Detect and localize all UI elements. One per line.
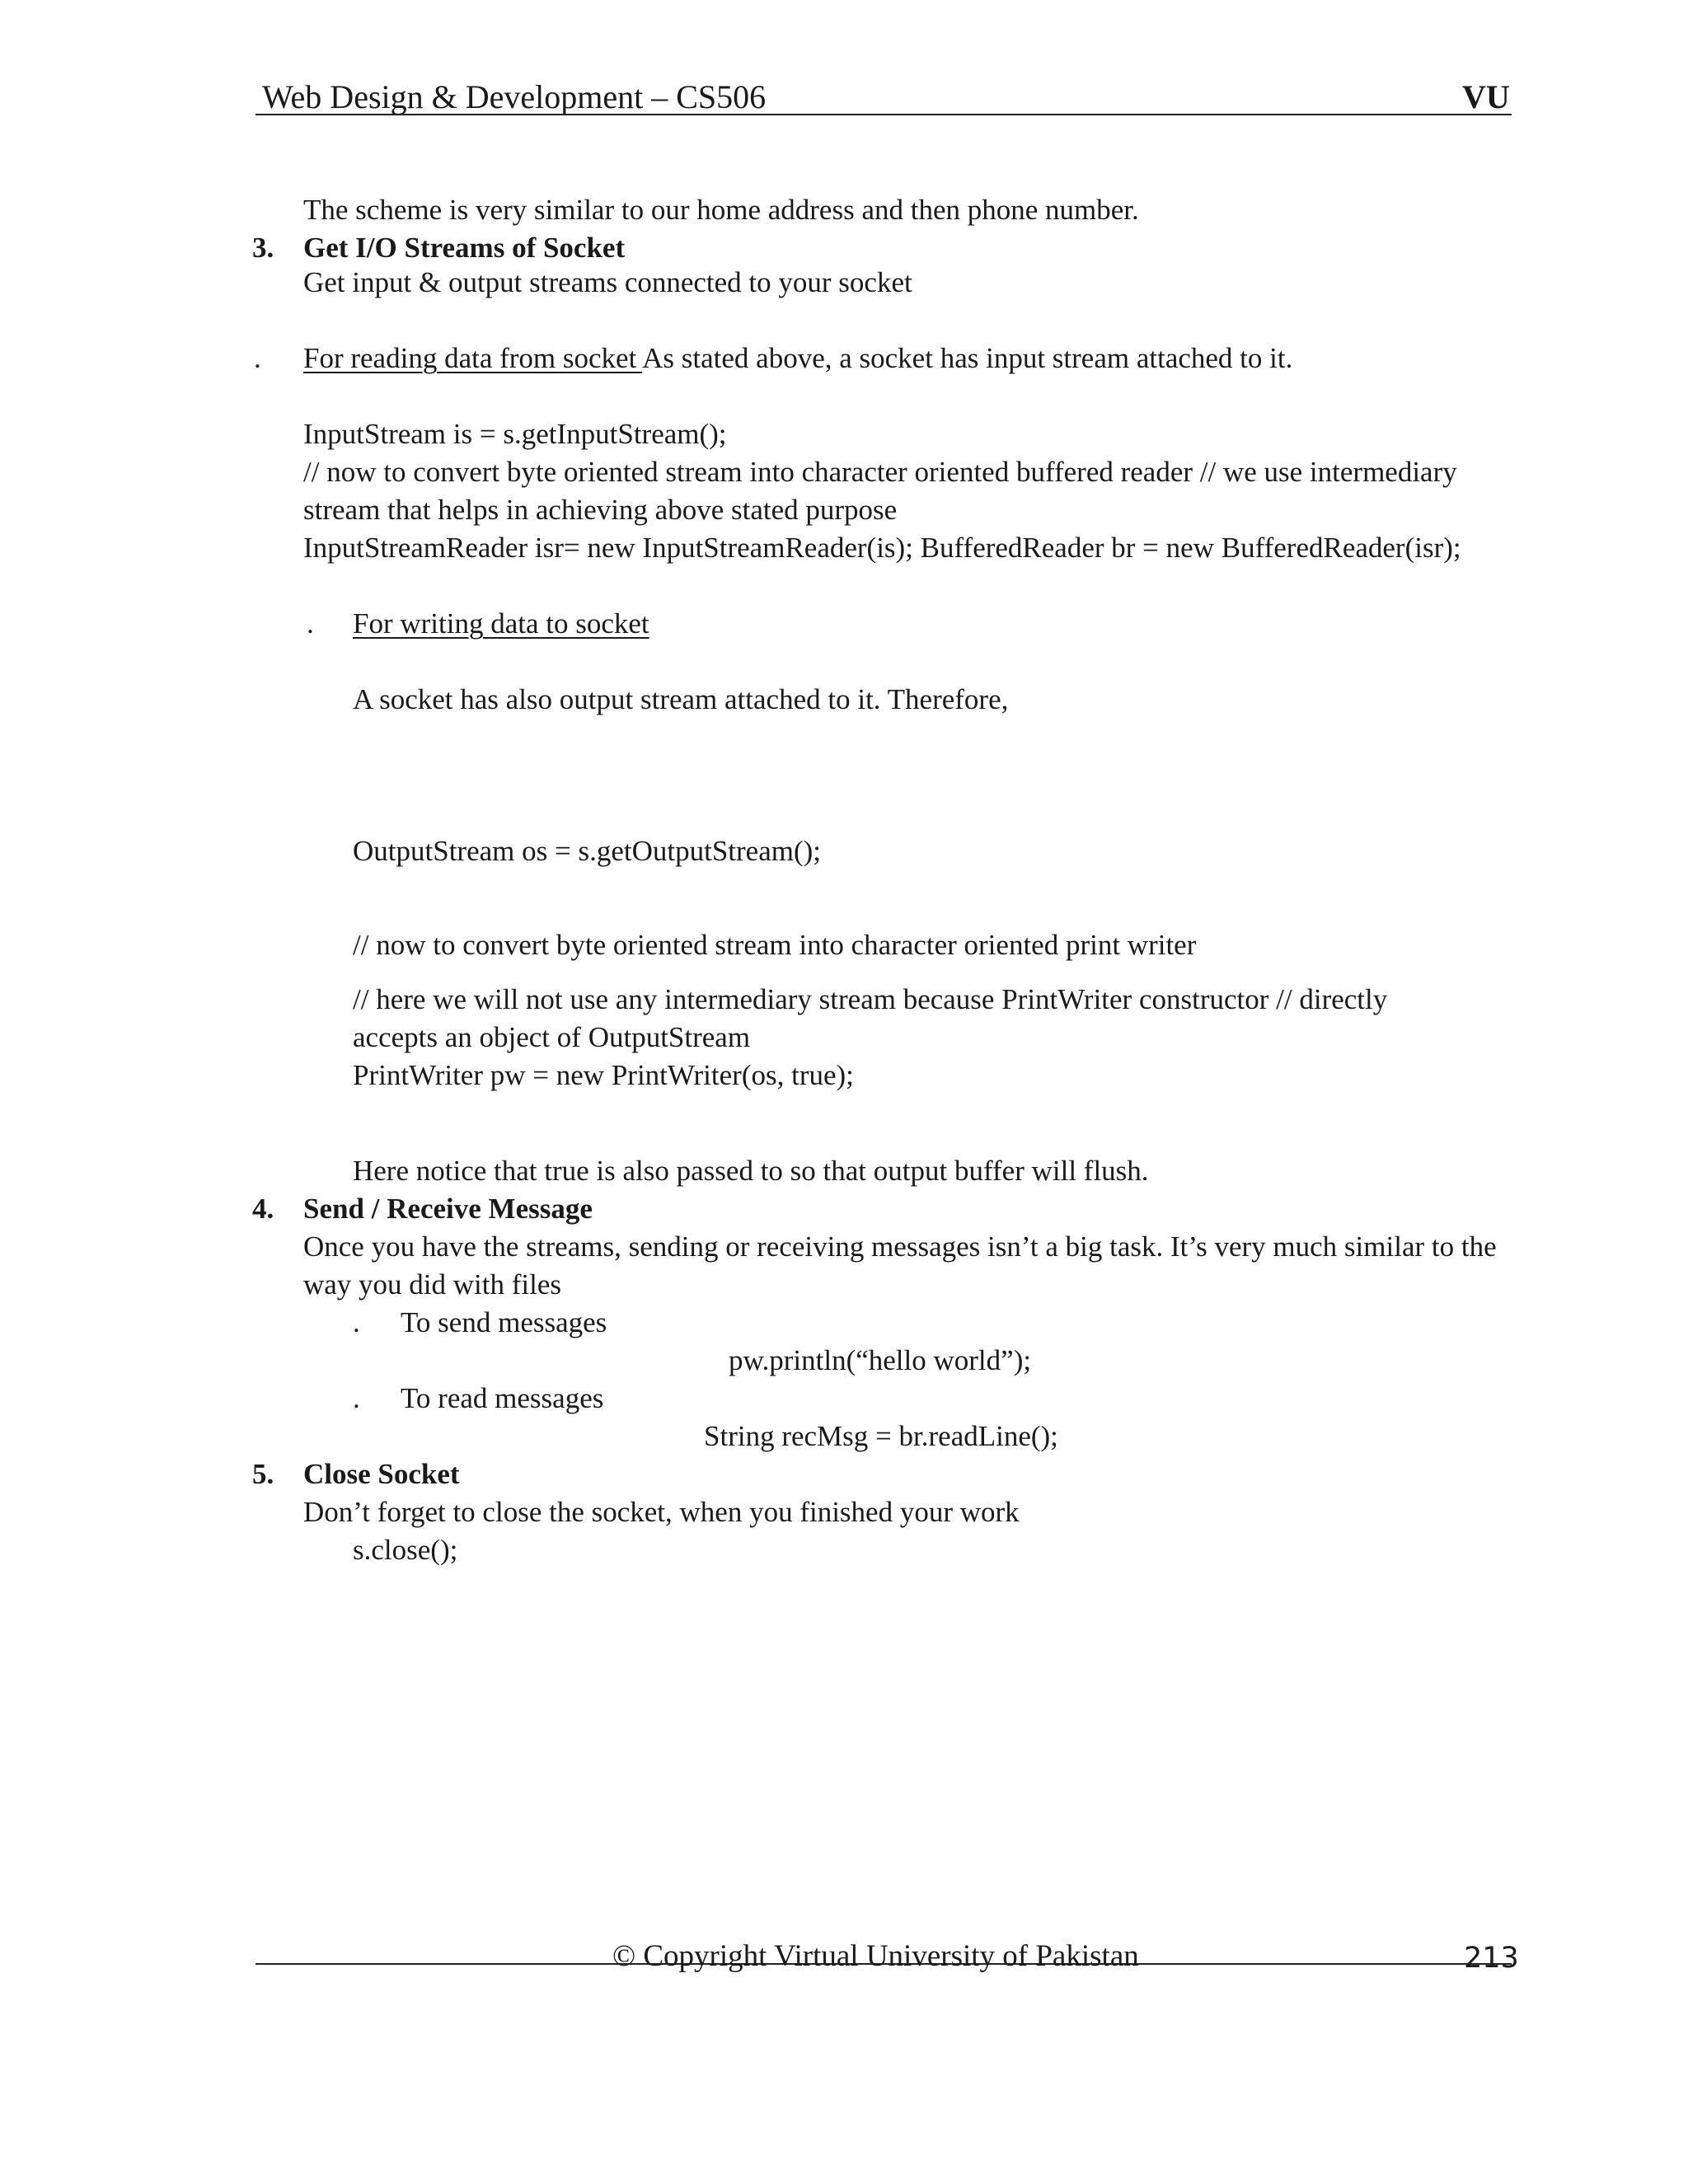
reading-paragraph	[303, 340, 1292, 377]
read-code: String recMsg = br.readLine();	[704, 1420, 1058, 1452]
page-number: 213	[1464, 1942, 1519, 1975]
header-course-title: Web Design & Development – CS506	[262, 78, 767, 115]
writing-bullet: .	[307, 607, 314, 640]
reading-comment-line-1: // now to convert byte oriented stream into character oriented buffered reader // we use intermediary	[303, 456, 1457, 488]
writing-comment-line-3: accepts an object of OutputStream	[353, 1021, 751, 1053]
intro-line: The scheme is very similar to our home address and then phone number.	[303, 194, 1139, 226]
step5-number: 5.	[252, 1458, 274, 1490]
step3-heading: Get I/O Streams of Socket	[303, 232, 626, 264]
reading-comment-line-2: stream that helps in achieving above stated purpose	[303, 494, 898, 526]
step3-number: 3.	[252, 232, 274, 264]
writing-code-line-1: OutputStream os = s.getOutputStream();	[353, 835, 821, 867]
writing-comment-line-2: // here we will not use any intermediary stream because PrintWriter constructor // directly	[353, 983, 1388, 1015]
send-code: pw.println(“hello world”);	[729, 1344, 1032, 1376]
header-university-abbr: VU	[1462, 78, 1510, 115]
reading-text: As stated above, a socket has input stream attached to it.	[642, 342, 1293, 374]
send-bullet: .	[353, 1306, 360, 1338]
step3-description: Get input & output streams connected to your socket	[303, 266, 912, 298]
reading-code-line-1: InputStream is = s.getInputStream();	[303, 418, 727, 450]
step4-heading: Send / Receive Message	[303, 1193, 593, 1225]
writing-note: Here notice that true is also passed to so that output buffer will flush.	[353, 1155, 1149, 1187]
writing-label: For writing data to socket	[353, 607, 649, 640]
step4-description-line-1: Once you have the streams, sending or receiving messages isn’t a big task. It’s very much similar to the	[303, 1230, 1497, 1263]
step4-number: 4.	[252, 1193, 274, 1225]
reading-code-line-2: InputStreamReader isr= new InputStreamReader(is); BufferedReader br = new BufferedReader(isr);	[303, 532, 1461, 564]
writing-text: A socket has also output stream attached to it. Therefore,	[353, 683, 1009, 715]
reading-bullet: .	[254, 342, 261, 374]
header-divider	[256, 114, 1512, 115]
read-label: To read messages	[401, 1382, 604, 1414]
send-label: To send messages	[401, 1306, 607, 1338]
writing-code-line-2: PrintWriter pw = new PrintWriter(os, true);	[353, 1059, 854, 1091]
step5-description: Don’t forget to close the socket, when you finished your work	[303, 1496, 1020, 1528]
footer-copyright: © Copyright Virtual University of Pakistan	[612, 1939, 1139, 1973]
step5-heading: Close Socket	[303, 1458, 460, 1490]
step4-description-line-2: way you did with files	[303, 1268, 562, 1301]
reading-label: For reading data from socket	[303, 342, 643, 374]
writing-comment-line-1: // now to convert byte oriented stream into character oriented print writer	[353, 929, 1197, 961]
step5-code: s.close();	[353, 1534, 458, 1566]
read-bullet: .	[353, 1382, 360, 1414]
